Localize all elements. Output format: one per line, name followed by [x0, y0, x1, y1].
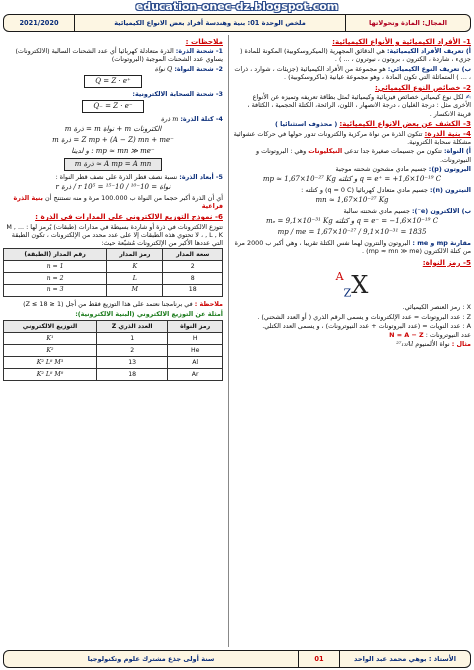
table-row: [4, 357, 223, 369]
table-cell: M: [107, 284, 163, 296]
section-1b: [233, 65, 471, 81]
shell-table-header: [4, 249, 223, 261]
neutron-formula: mn ≈ 1,67×10⁻²⁷ Kg: [315, 196, 389, 205]
section-4: [233, 129, 471, 146]
table-cell: n = 3: [4, 284, 107, 296]
section-3: [233, 119, 471, 128]
note-2-formula: Q = Z · e⁺: [84, 75, 141, 88]
mass-eq-1: m ذرة = m نواة + m الكترونات: [64, 125, 162, 134]
nucleus-symbol: [233, 270, 471, 301]
section-4a-label: أ) النواة:: [443, 147, 471, 156]
table-cell: 2: [163, 261, 223, 273]
table-cell: 18: [96, 369, 167, 381]
note-3-title: 3- شحنة السحابة الالكترونية:: [132, 89, 223, 98]
note-6-text: تتوزع الالكترونات في ذرة أو شاردة بسيطة في مدارات (طبقات) يُرمز لها : ... , M , L , K ، لا تحتوي هذه الطبقات إلا على عدد محدد من الإلكترونات ، تكون الطبقة التي عددها الأكبر من الإلكترونات مُشبّعة حيث:: [6, 222, 223, 247]
note-2-title: 2- شحنة النواة:: [174, 64, 223, 73]
examples-header-cell: رمز النواة: [168, 321, 223, 333]
neutron-text: جسيم مادي متعادل كهربائيا (q = 0 C) و كتلته :: [301, 185, 428, 194]
note-2-symbol: Q نواة: [154, 64, 173, 73]
table-row: [4, 333, 223, 345]
shell-table: [3, 248, 223, 297]
compare-label: مقارنة mp و me :: [412, 239, 471, 248]
section-3-title: 3- الكشف عن بعض الانواع الكيميائية:: [339, 118, 471, 128]
footer-page-number: 01: [298, 651, 339, 667]
table-cell: K²: [4, 345, 97, 357]
remark-label: ملاحظة :: [194, 299, 223, 308]
note-4-title: 4- كتلة الذرة:: [180, 114, 223, 123]
mass-ratio-formula: mp / me = 1,67×10⁻²⁷ / 9,1×10⁻³¹ = 1835: [277, 228, 427, 237]
page-header: [3, 14, 471, 32]
examples-table-header: [4, 321, 223, 333]
shell-header-cell: سعة المدار: [163, 249, 223, 261]
examples-table: [3, 320, 223, 381]
neutron-label: النيترون (n):: [429, 185, 471, 194]
note-5-link: بنية الذرة فراغية: [13, 194, 223, 211]
table-cell: Ar: [168, 369, 223, 381]
table-cell: 8: [163, 273, 223, 285]
note-2: [3, 65, 223, 73]
section-4-text: تتكون الذرة من نواة مركزية والكترونات تدور حولها في حركات عشوائية مشكلة سحابة الكترونية.: [233, 129, 471, 147]
site-watermark: education-onec-dz.blogspot.com: [135, 0, 339, 13]
neutron-block: [233, 186, 471, 194]
remark-text: في برنامجنا نعتمد على هذا التوزيع فقط من أجل (1 ≤ Z ≤ 18): [23, 299, 193, 308]
neutron-count-label: عدد النيوترونات :: [425, 331, 471, 339]
remark: [3, 300, 223, 308]
symbol-element: X: [351, 270, 369, 299]
section-4a-text: تتكون من جسيمات صغيرة جدا تدعى: [344, 147, 442, 156]
table-cell: K² L⁸ M³: [4, 357, 97, 369]
table-cell: 2: [96, 345, 167, 357]
example-symbol: ²⁷₁₃Al: [396, 340, 414, 349]
table-cell: 13: [96, 357, 167, 369]
note-1-text: الذرة متعادلة كهربائيا أي عدد الشحنات السالبة (الالكترونات) يساوي عدد الشحنات الموجبة (البروتونات): [15, 47, 223, 64]
shell-header-cell: رقم المدار (الطبقة): [4, 249, 107, 261]
electron-label: ب) الالكترون (e⁻):: [412, 207, 471, 216]
section-5-title: 5- رمز النواة:: [422, 257, 471, 267]
section-2-body: لكل نوع كيميائي خصائص فيزيائية وكيميائية تُمثل بطاقة تعريفه وتميزه عن الأنواع الأخرى مثل : درجة الغليان ، درجة الانصهار ، اللون، الرائحة، الكتلة الحجمية ، الكثافة ، قرينة الانكسار .: [247, 93, 471, 118]
table-cell: K: [107, 261, 163, 273]
note-5-conclusion: [3, 194, 223, 210]
note-5-title: 5- أبعاد الذرة:: [179, 172, 223, 181]
section-4a-text2: وهي : البروتونات و النيوترونات.: [256, 147, 471, 164]
table-row: [4, 369, 223, 381]
section-2-text: [233, 93, 471, 118]
section-1-title: 1- الأفراد الكيميائية و الأنواع الكيميائية:: [332, 37, 471, 46]
mass-eq-2: m ذرة = Z mp + (A − Z) mn + me⁻: [52, 136, 174, 145]
symbol-mass-number: A: [335, 269, 344, 283]
section-1a-text: هي الدقائق المجهرية (الميكروسكوبية) المكونة للمادة ( جزيء ، شاردة ، الكترون ، بروتون ، نيوترون ، ... ) .: [240, 47, 471, 64]
note-5-formula: r ذرة / r نواة = 10⁻¹⁰ / 10⁻¹⁵ = 10⁵: [55, 183, 171, 192]
neutron-count: [233, 331, 471, 339]
note-3-formula: Q₋ = Z · e⁻: [82, 100, 143, 113]
symbol-atomic-number: Z: [343, 286, 352, 300]
table-row: [4, 273, 223, 285]
table-row: [4, 284, 223, 296]
example-text: نواة الألمنيوم: [415, 340, 450, 349]
proton-label: البروتون (p):: [428, 164, 471, 173]
shell-header-cell: رمز المدار: [107, 249, 163, 261]
section-2-title: 2- خصائص النوع الكيميائي:: [374, 82, 471, 92]
note-3-formula-wrap: [3, 100, 223, 113]
note-4: [3, 115, 223, 123]
example-block: [233, 340, 471, 348]
nucleons-link: النيكليونات: [308, 147, 343, 156]
header-title: ملخص الوحدة 01: بنية وهندسة أفراد بعض الانواع الكيميائية: [74, 15, 345, 31]
table-row: [4, 345, 223, 357]
section-1a-label: أ) تعريف الأفراد الكيميائية:: [386, 47, 471, 56]
table-cell: K¹: [4, 333, 97, 345]
right-column: [230, 35, 471, 647]
table-row: [4, 261, 223, 273]
column-divider: [228, 35, 229, 647]
left-column: [3, 35, 225, 647]
note-1: [3, 47, 223, 63]
electron-block: [233, 207, 471, 215]
example-label: مثال :: [451, 340, 471, 349]
z-description: Z : عدد البروتونات = عدد الإلكترونات و يسمى الرقم الذري ( أو العدد الشحني) .: [257, 312, 471, 321]
mass-eq-4: m ذرة ≈ A mp = A mn: [64, 158, 163, 171]
header-domain: المجال: المادة وتحولاتها: [345, 15, 470, 31]
table-cell: n = 1: [4, 261, 107, 273]
note-1-title: 1- شحنة الذرة:: [175, 47, 223, 56]
note-2-formula-wrap: [3, 75, 223, 88]
proton-formula: mp ≈ 1,67×10⁻²⁷ Kg و كتلته q = e⁺ = +1,6×10⁻¹⁹ C: [262, 174, 442, 183]
compare-text: البروتون والنترون لهما نفس الكتلة تقريبا ، وهي أكبر ب 2000 مرة من كتلة الالكترون (mp ≈ mn ≫ me) .: [234, 239, 471, 256]
table-cell: He: [168, 345, 223, 357]
examples-title: أمثلة عن التوزيع الالكتروني (البنية الالكترونية):: [75, 310, 223, 319]
footer-teacher: الأستاذ : بوهي محمد عبد الواحد: [339, 651, 470, 667]
table-cell: K² L⁸ M⁸: [4, 369, 97, 381]
compare-block: [233, 239, 471, 255]
page-footer: [3, 650, 471, 668]
proton-text: جسيم مادي مشحون شحنته موجبة: [335, 164, 427, 173]
note-5-text: نسبة نصف قطر الذرة على نصف قطر النواة :: [55, 172, 178, 181]
table-cell: 18: [163, 284, 223, 296]
section-4a: [233, 147, 471, 163]
table-cell: Al: [168, 357, 223, 369]
note-5: [3, 173, 223, 181]
table-cell: H: [168, 333, 223, 345]
section-4-title: 4- بنية الذرة:: [424, 128, 471, 138]
note-6-title: 6- نموذج التوزيع الالكتروني على المدارات في الذرة :: [35, 212, 223, 222]
footer-level: سنة أولى جذع مشترك علوم وتكنولوجيا: [87, 654, 215, 663]
section-1a: [233, 47, 471, 63]
examples-header-cell: التوزيع الالكتروني: [4, 321, 97, 333]
note-4-symbol: m ذرة: [160, 114, 179, 123]
note-3: [3, 90, 223, 98]
neutron-count-formula: N = A − Z: [389, 331, 424, 339]
table-cell: 1: [96, 333, 167, 345]
note-5-text2: أي أن الذرة أكبر حجما من النواة ب 100.000 مرة و منه نستنتج أن: [44, 194, 223, 203]
a-description: A : عدد النويات = (عدد البروتونات + عدد النيوترونات) ، و يسمى العدد الكتلي.: [262, 321, 471, 330]
x-description: X : رمز العنصر الكيميائي.: [402, 303, 471, 312]
examples-header-cell: العدد الذري Z: [96, 321, 167, 333]
table-cell: L: [107, 273, 163, 285]
table-cell: n = 2: [4, 273, 107, 285]
electron-text: جسيم مادي شحنته سالبة: [343, 207, 410, 216]
section-3-hint: ( محذوف استثنائيا ): [275, 119, 338, 128]
section-1b-text: هو مجموعة من الأفراد الكيميائية (جزيئات ، شوارد ، ذرات ، ... ) المتماثلة التي تكون المادة ، وهو مجموعة عيانية (ماكروسكوبية) .: [234, 64, 471, 81]
mass-eq-4-wrap: [3, 158, 223, 171]
section-1b-label: ب) تعريف النوع الكيميائي:: [387, 64, 471, 73]
electron-formula: mₑ = 9,1×10⁻³¹ Kg و كتلته q = e⁻ = −1,6×10⁻¹⁹ C: [265, 217, 439, 226]
proton-block: [233, 165, 471, 173]
notes-title: ملاحظات :: [185, 37, 223, 46]
mass-eq-3: و لدينا : mp ≈ mn ≫ me⁻: [71, 146, 155, 155]
pen-icon: ✍: [465, 93, 471, 102]
header-year: 2021/2020: [19, 18, 59, 27]
